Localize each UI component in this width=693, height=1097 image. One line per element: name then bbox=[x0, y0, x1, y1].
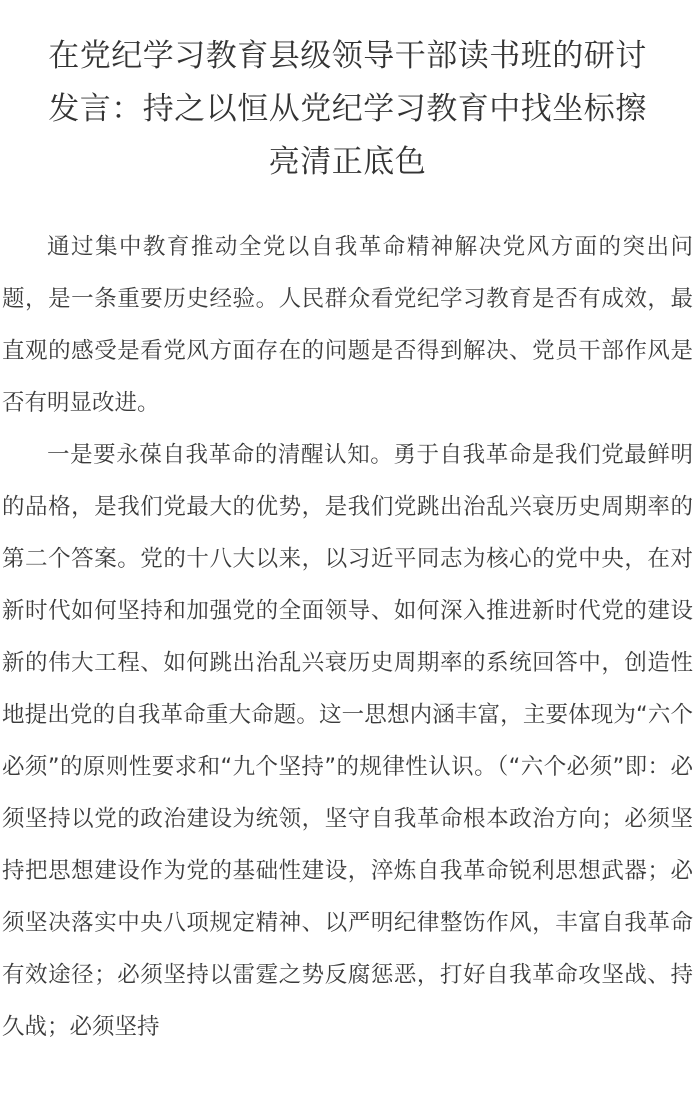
title-line: 亮清正底色 bbox=[268, 144, 427, 180]
paragraph-point-one: 一是要永葆自我革命的清醒认知。勇于自我革命是我们党最鲜明的品格，是我们党最大的优势，是我们党跳出治乱兴衰历史周期率的第二个答案。党的十八大以来，以习近平同志为核心的党中央，在对新时代如何坚持和加强党的全面领导、如何深入推进新时代党的建设新的伟大工程、如何跳出治乱兴衰历史周期率的系统回答中，创造性地提出党的自我革命重大命题。这一思想内涵丰富，主要体现为“六个必须”的原则性要求和“九个坚持”的规律性认识。（“六个必须”即：必须坚持以党的政治建设为统领，坚守自我革命根本政治方向；必须坚持把思想建设作为党的基础性建设，淬炼自我革命锐利思想武器；必须坚决落实中央八项规定精神、以严明纪律整饬作风，丰富自我革命有效途径；必须坚持以雷霆之势反腐惩恶，打好自我革命攻坚战、持久战；必须坚持 bbox=[2, 442, 693, 1040]
article-title bbox=[2, 30, 693, 189]
article-body bbox=[2, 221, 693, 1053]
paragraph-intro: 通过集中教育推动全党以自我革命精神解决党风方面的突出问题，是一条重要历史经验。人民群众看党纪学习教育是否有成效，最直观的感受是看党风方面存在的问题是否得到解决、党员干部作风是否有明显改进。 bbox=[2, 234, 693, 416]
title-line: 在党纪学习教育县级领导干部读书班的研讨 bbox=[48, 38, 647, 74]
title-line: 发言：持之以恒从党纪学习教育中找坐标擦 bbox=[48, 91, 647, 127]
